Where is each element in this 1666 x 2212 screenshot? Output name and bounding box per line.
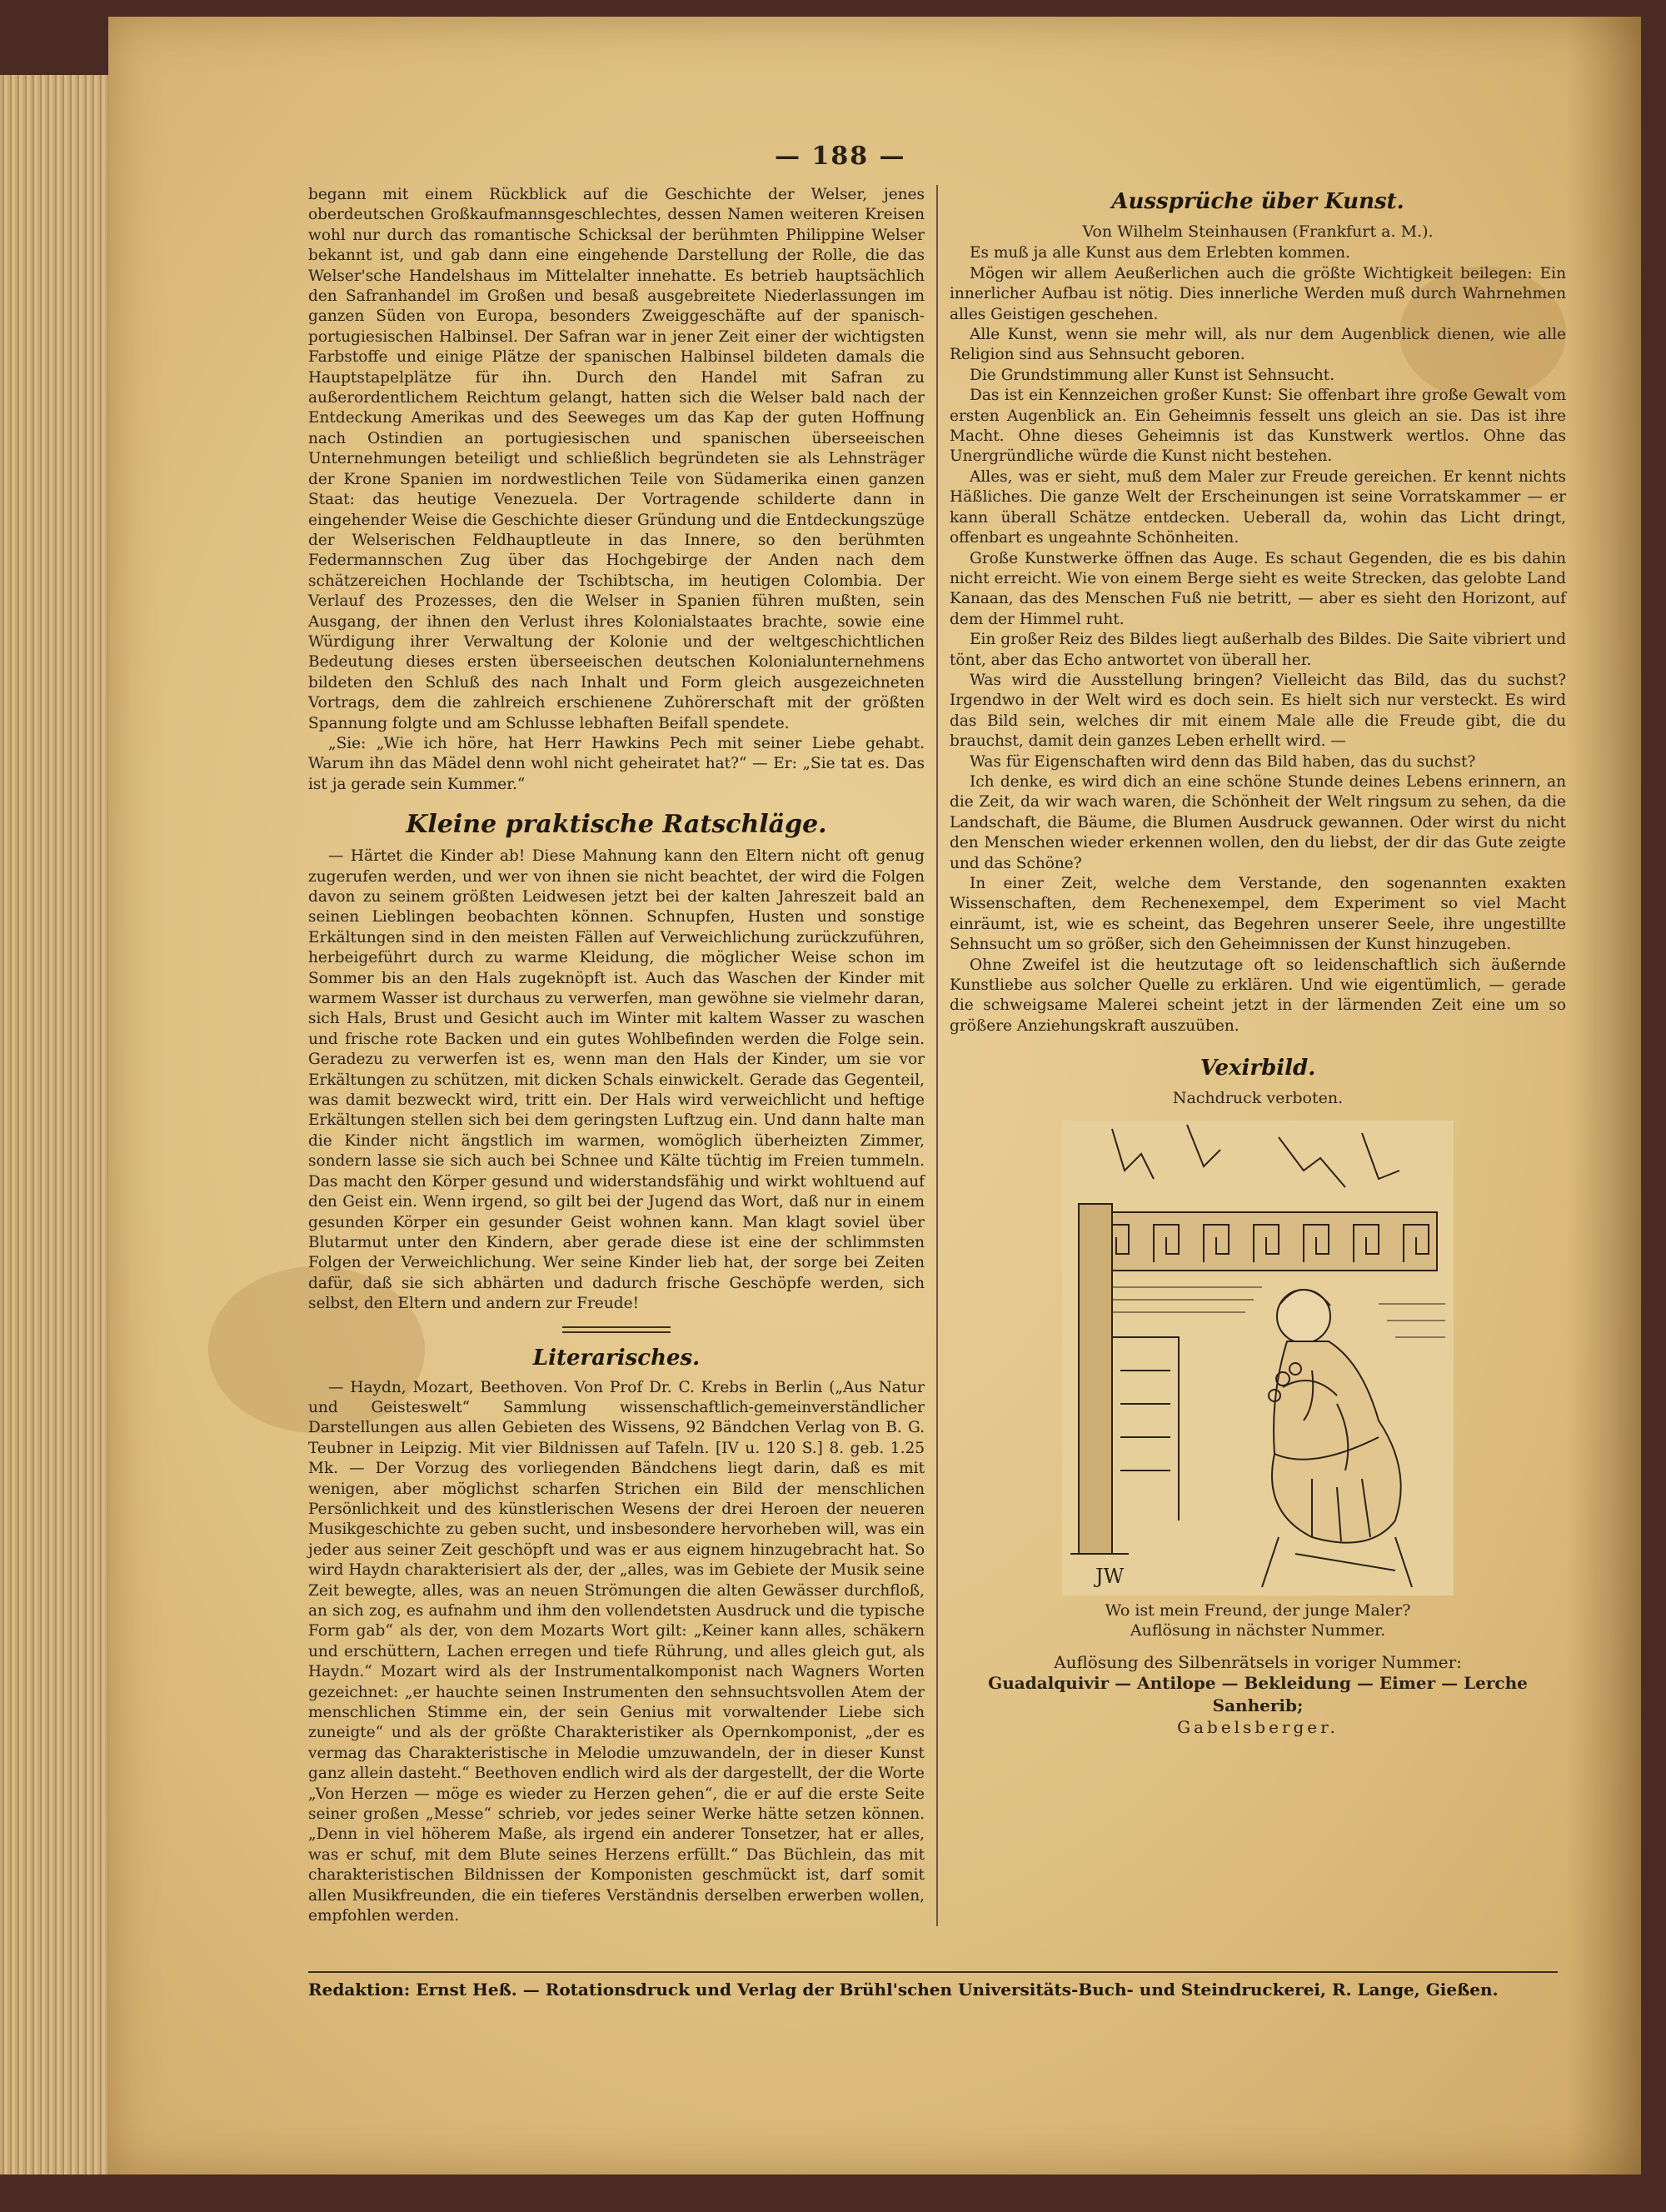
quote-paragraph: Große Kunstwerke öffnen das Auge. Es schaut Gegenden, die es bis dahin nicht erreicht. Wie von einem Berge sieht es weite Strecken, das gelobte Land Kanaan, das des Menschen Fuß nie betritt, — aber es sieht den Horizont, auf dem der Himmel ruht. (950, 549, 1566, 628)
quote-paragraph: In einer Zeit, welche dem Verstande, den sogenannten exakten Wissenschaften, dem Rechenexempel, dem Experiment so viel Macht einräumt, ist, wie es scheint, das Begehren unserer Seele, ihre ungestillte Sehnsucht um so größer, sich den Geheimnissen der Kunst hinzugeben. (950, 875, 1566, 954)
section-separator (562, 1326, 671, 1333)
solution-words: Guadalquivir — Antilope — Bekleidung — Eimer — Lerche (988, 1673, 1528, 1694)
quote-paragraph: Alle Kunst, wenn sie mehr will, als nur dem Augenblick dienen, wie alle Religion sind aus Sehnsucht geboren. (950, 326, 1566, 364)
section-body-ratschlaege: — Härtet die Kinder ab! Diese Mahnung kann den Eltern nicht oft genug zugerufen werden, und wer von ihnen sie nicht beachtet, der wird die Folgen davon zu seinem größten Leidwesen jetzt bei der kalten Jahreszeit bald an seinen Lieblingen beobachten können. Schnupfen, Husten und sonstige Erkältungen sind in den meisten Fällen auf Verweichlichung zurückzuführen, herbeigeführt durch zu warme Kleidung, die möglicher Weise schon im Sommer bis an den Hals zugeknöpft ist. Auch das Waschen der Kinder mit warmem Wasser ist durchaus zu verwerfen, man gewöhne sie vielmehr daran, sich Hals, Brust und Gesicht auch im Winter mit kaltem Wasser zu waschen und frische rote Backen und ein gutes Wohlbefinden werden die Folge sein. Geradezu zu verwerfen ist es, wenn man den Hals der Kinder, um sie vor Erkältungen zu schützen, mit dicken Schals einwickelt. Gerade das Gegenteil, was damit bezweckt wird, tritt ein. Der Hals wird verweichlicht und heftige Erkältungen stellen sich bei dem geringsten Luftzug ein. Und dann halte man die Kinder nicht ängstlich im warmen, womöglich überheizten Zimmer, sondern lasse sie sich auch bei Schnee und Kälte tüchtig im Freien tummeln. Das macht den Körper gesund und widerstandsfähig und wirkt wohltuend auf den Geist ein. Wenn irgend, so gilt bei der Jugend das Wort, daß nur in einem gesunden Körper ein gesunder Geist wohnen kann. Man klagt soviel über Blutarmut unter den Kindern, aber gerade diese ist eine der schlimmsten Folgen der Verweichlichung. Wer seine Kinder lieb hat, der sorge bei Zeiten dafür, daß sie sich abhärten und dadurch frische Geschöpfe werden, sich selbst, den Eltern und andern zur Freude! (308, 847, 925, 1313)
section-title-ratschlaege: Kleine praktische Ratschläge. (406, 810, 827, 840)
illustration-caption: Wo ist mein Freund, der junge Maler? (1105, 1600, 1411, 1620)
quote-paragraph: Was wird die Ausstellung bringen? Vielleicht das Bild, das du suchst? Irgendwo in der Welt wird es doch sein. Es hielt sich nur versteckt. Es wird das Bild sein, welches dir mit einem Male alle die Freude gibt, die du brauchst, damit dein ganzes Leben erhellt wird. — (950, 671, 1566, 751)
right-column (950, 185, 1566, 1737)
column-rule (936, 185, 938, 1926)
solution-title: Auflösung des Silbenrätsels in voriger Nummer: (1054, 1651, 1462, 1672)
puzzle-title: Vexirbild. (1200, 1056, 1316, 1081)
illustration-caption-hint: Auflösung in nächster Nummer. (1130, 1620, 1386, 1640)
solution-final: Gabelsberger. (1177, 1717, 1339, 1738)
puzzle-subtitle: Nachdruck verboten. (1172, 1089, 1344, 1108)
quote-paragraph: Es muß ja alle Kunst aus dem Erlebten kommen. (970, 244, 1350, 262)
author-line: Von Wilhelm Steinhausen (Frankfurt a. M.). (1082, 222, 1434, 241)
illustration-signature: JW (1095, 1564, 1125, 1588)
quote-paragraph: Die Grundstimmung aller Kunst ist Sehnsucht. (970, 366, 1335, 384)
book-edge (0, 75, 111, 2175)
publisher-footer: Redaktion: Ernst Heß. — Rotationsdruck und Verlag der Brühl'schen Universitäts-Buch- und Steindruckerei, R. Lange, Gießen. (308, 1980, 1499, 2000)
footer-rule (308, 1971, 1558, 1973)
section-title-literarisches: Literarisches. (532, 1345, 701, 1371)
article-continuation: begann mit einem Rückblick auf die Geschichte der Welser, jenes oberdeutschen Großkaufmannsgeschlechtes, dessen Namen weiteren Kreisen wohl nur durch das romantische Schicksal der berühmten Philippine Welser bekannt ist, und gab dann eine eingehende Darstellung der Rolle, die das Welser'sche Handelshaus im Mittelalter innehatte. Es betrieb hauptsächlich den Safranhandel im Großen und besaß ausgebreitete Niederlassungen im ganzen Süden von Europa, besonders Zweiggeschäfte auf der spanisch-portugiesischen Halbinsel. Der Safran war in jener Zeit einer der wichtigsten Farbstoffe und einige Plätze der spanischen Halbinsel bildeten damals die Hauptstapelplätze für ihn. Durch den Handel mit Safran zu außerordentlichem Reichtum gelangt, hatten sich die Welser bald nach der Entdeckung Amerikas und des Seeweges um das Kap der guten Hoffnung nach Ostindien an portugiesischen und spanischen überseeischen Unternehmungen beteiligt und schließlich begründeten sie als Lehnsträger der Krone Spanien im nordwestlichen Teile von Südamerika einen ganzen Staat: das heutige Venezuela. Der Vortragende schilderte dann in eingehender Weise die Geschichte dieser Gründung und die Entdeckungszüge der Welserischen Feldhauptleute in das Innere, so den berühmten Federmannschen Zug über das Hochgebirge der Anden nach dem schätzereichen Hochlande der Tschibtscha, im heutigen Colombia. Der Verlauf des Prozesses, den die Welser in Spanien führen mußten, sein Ausgang, der ihnen den Verlust ihres Kolonialstaates brachte, sowie eine Würdigung ihrer Verwaltung der Kolonie und der weltgeschichtlichen Bedeutung dieses ersten überseeischen deutschen Kolonialunternehmens bildeten den Schluß des nach Inhalt und Form gleich ausgezeichneten Vortrags, dem die zahlreich erschienene Zuhörerschaft mit der größten Spannung folgte und am Schlusse lebhaften Beifall spendete. (308, 186, 925, 732)
quote-paragraph: Alles, was er sieht, muß dem Maler zur Freude gereichen. Er kennt nichts Häßliches. Die ganze Welt der Erscheinungen ist seine Vorratskammer — er kann überall Schätze entdecken. Ueberall da, wohin das Licht dringt, offenbart es ungeahnte Schönheiten. (950, 467, 1566, 547)
solution-words-2: Sanherib; (1212, 1695, 1304, 1716)
quote-paragraph: Ein großer Reiz des Bildes liegt außerhalb des Bildes. Die Saite vibriert und tönt, aber das Echo antwortet von überall her. (950, 631, 1566, 669)
section-title-kunst: Aussprüche über Kunst. (1111, 189, 1404, 214)
quote-paragraph: Das ist ein Kennzeichen großer Kunst: Sie offenbart ihre große Gewalt vom ersten Augenblick an. Ein Geheimnis fesselt uns gleich an sie. Das ist ihre Macht. Ohne dieses Geheimnis ist das Kunstwerk wertlos. Ohne das Unergründliche würde die Kunst nicht bestehen. (950, 387, 1566, 466)
quote-paragraph: Ohne Zweifel ist die heutzutage oft so leidenschaftlich sich äußernde Kunstliebe aus solcher Quelle zu erklären. Und wie eigentümlich, — gerade die schweigsame Malerei scheint jetzt in der lärmenden Zeit eine um so größere Anziehungskraft auszuüben. (950, 956, 1566, 1035)
gutter-shadow (1566, 17, 1641, 2175)
quote-paragraph: Mögen wir allem Aeußerlichen auch die größte Wichtigkeit beilegen: Ein innerlicher Aufbau ist nötig. Dies innerliche Werden muß durch Wahrnehmen alles Geistigen geschehen. (950, 264, 1566, 323)
section-body-literarisches: — Haydn, Mozart, Beethoven. Von Prof Dr. C. Krebs in Berlin („Aus Natur und Geisteswelt“ Sammlung wissenschaftlich-gemeinverständlicher Darstellungen aus allen Gebieten des Wissens, 92 Bändchen Verlag von B. G. Teubner in Leipzig. Mit vier Bildnissen auf Tafeln. [IV u. 120 S.] 8. geb. 1.25 Mk. — Der Vorzug des vorliegenden Bändchens liegt darin, daß es mit wenigen, aber möglichst scharfen Strichen ein Bild der menschlichen Persönlichkeit und des künstlerischen Wesens der drei Heroen der neueren Musikgeschichte zu geben sucht, und insbesondere hervorheben will, was ein jeder aus seiner Zeit geschöpft und was er aus eignem hinzugebracht hat. So wird Haydn charakterisiert als der, der „alles, was im Gebiete der Musik seine Zeit bewegte, alles, was an neuen Strömungen die alten Gewässer durchfloß, an sich zog, es aufnahm und ihm den vollendetsten Ausdruck und die typische Form gab“ als der, von dem Mozarts Wort gilt: „Keiner kann alles, schäkern und erschüttern, Lachen erregen und tiefe Rührung, und alles gleich gut, als Haydn.“ Mozart wird als der Instrumentalkomponist nach Wagners Worten gezeichnet: „er hauchte seinen Instrumenten den sehnsuchtsvollen Atem der menschlichen Stimme ein, der sein Genius mit vorwaltender Liebe sich zuneigte“ und als der größte Charakteristiker als Opernkomponist, „der es vermag das Charakteristische in Melodie umzuwandeln, der in dieser Kunst ganz allein dasteht.“ Beethoven endlich wird als der dargestellt, der die Worte „Von Herzen — möge es wieder zu Herzen gehen“, die er auf die erste Seite seiner großen „Messe“ schrieb, vor jedes seiner Werke hätte setzen können. „Denn in viel höherem Maße, als irgend ein anderer Tonsetzer, hat er alles, was er schuf, mit dem Blute seines Herzens erfüllt.“ Das Büchlein, das mit charakteristischen Bildnissen der Komponisten geschmückt ist, darf somit allen Musikfreunden, die ein tieferes Verständnis derselben erwerben wollen, empfohlen werden. (308, 1378, 925, 1925)
page-number: — 188 — (775, 142, 906, 171)
quote-paragraph: Ich denke, es wird dich an eine schöne Stunde deines Lebens erinnern, an die Zeit, da wir wach waren, die Schönheit der Welt ringsum zu sehen, da die Landschaft, die Bäume, die Blumen Ausdruck gewannen. Oder wirst du nicht den Menschen wieder erkennen wollen, den du liebst, der dir das Gute zeigte und das Schöne? (950, 772, 1566, 872)
joke-dialog: „Sie: „Wie ich höre, hat Herr Hawkins Pech mit seiner Liebe gehabt. Warum ihn das Mädel denn wohl nicht geheiratet hat?“ — Er: „Sie tat es. Das ist ja gerade sein Kummer.“ (308, 734, 925, 793)
quote-paragraph: Was für Eigenschaften wird denn das Bild haben, das du suchst? (970, 752, 1476, 771)
woman-seated-engraving-icon (1062, 1121, 1454, 1595)
left-column (308, 185, 925, 1927)
